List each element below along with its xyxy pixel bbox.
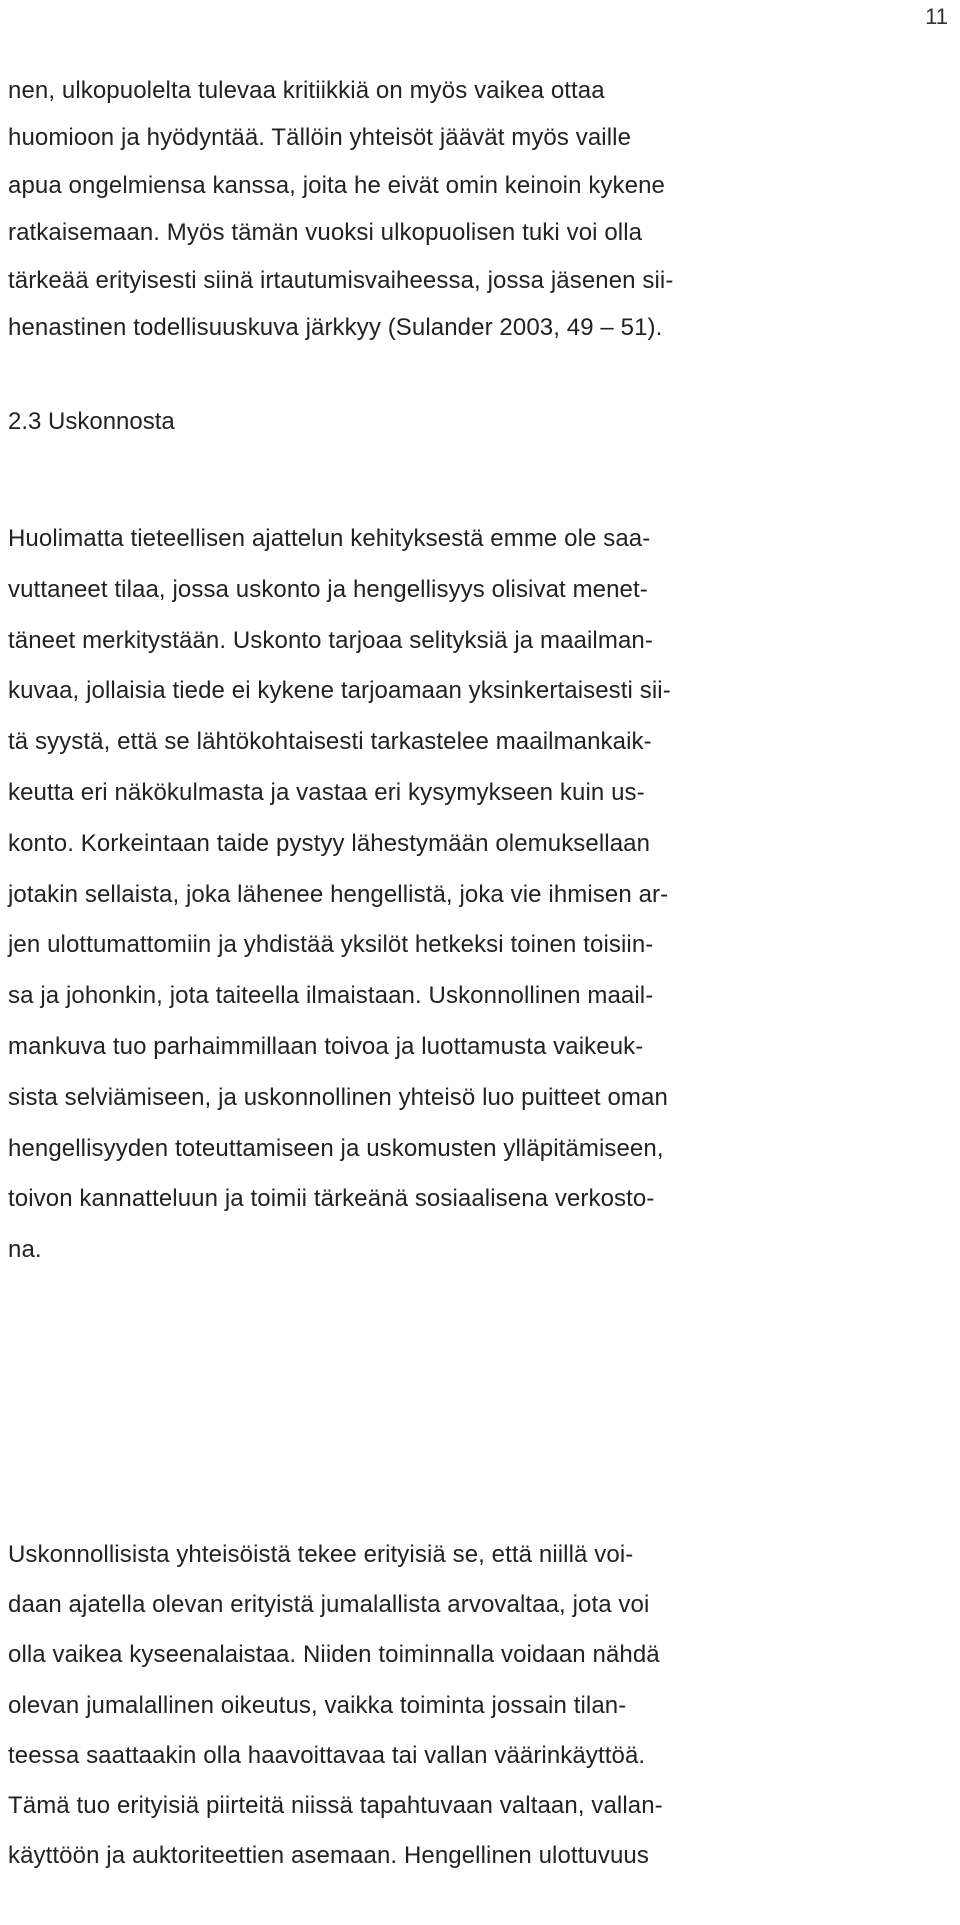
text-line: mankuva tuo parhaimmillaan toivoa ja luottamusta vaikeuk- [8, 1032, 644, 1060]
text-line: vuttaneet tilaa, jossa uskonto ja hengellisyys olisivat menet- [8, 575, 648, 603]
text-line: nen, ulkopuolelta tulevaa kritiikkiä on myös vaikea ottaa [8, 77, 605, 104]
text-line: jotakin sellaista, joka lähenee hengellistä, joka vie ihmisen ar- [8, 880, 669, 908]
text-line: olevan jumalallinen oikeutus, vaikka toiminta jossain tilan- [8, 1691, 627, 1719]
paragraph-3 [8, 1530, 948, 1881]
text-line: na. [8, 1236, 42, 1264]
text-line: jen ulottumattomiin ja yhdistää yksilöt hetkeksi toinen toisiin- [8, 931, 654, 959]
text-line: toivon kannatteluun ja toimii tärkeänä sosiaalisena verkosto- [8, 1185, 655, 1213]
text-line: kuvaa, jollaisia tiede ei kykene tarjoamaan yksinkertaisesti sii- [8, 677, 671, 705]
text-line: Tämä tuo erityisiä piirteitä niissä tapahtuvaan valtaan, vallan- [8, 1791, 663, 1819]
text-line: daan ajatella olevan erityistä jumalallista arvovaltaa, jota voi [8, 1591, 650, 1619]
text-line: sista selviämiseen, ja uskonnollinen yhteisö luo puitteet oman [8, 1083, 668, 1111]
paragraph-2 [8, 514, 948, 1276]
section-heading: 2.3 Uskonnosta [8, 408, 175, 435]
text-line: konto. Korkeintaan taide pystyy lähestymään olemuksellaan [8, 829, 651, 857]
text-line: apua ongelmiensa kanssa, joita he eivät omin keinoin kykene [8, 171, 665, 199]
text-line: tä syystä, että se lähtökohtaisesti tarkastelee maailmankaik- [8, 728, 652, 756]
text-line: teessa saattaakin olla haavoittavaa tai vallan väärinkäyttöä. [8, 1741, 646, 1769]
text-line: hengellisyyden toteuttamiseen ja uskomusten ylläpitämiseen, [8, 1134, 664, 1162]
text-line: sa ja johonkin, jota taiteella ilmaistaan. Uskonnollinen maail- [8, 982, 654, 1010]
text-line: täneet merkitystään. Uskonto tarjoaa selityksiä ja maailman- [8, 626, 653, 654]
text-line: keutta eri näkökulmasta ja vastaa eri kysymykseen kuin us- [8, 778, 645, 806]
text-line: Uskonnollisista yhteisöistä tekee erityisiä se, että niillä voi- [8, 1541, 634, 1568]
text-line: Huolimatta tieteellisen ajattelun kehityksestä emme ole saa- [8, 525, 651, 552]
paragraph-1 [8, 67, 948, 351]
text-line: huomioon ja hyödyntää. Tällöin yhteisöt jäävät myös vaille [8, 124, 632, 152]
page-number: 11 [925, 4, 948, 29]
text-line: henastinen todellisuuskuva järkkyy (Sulander 2003, 49 – 51). [8, 313, 663, 341]
text-line: ratkaisemaan. Myös tämän vuoksi ulkopuolisen tuki voi olla [8, 219, 643, 247]
text-line: käyttöön ja auktoriteettien asemaan. Hengellinen ulottuvuus [8, 1842, 649, 1870]
text-line: olla vaikea kyseenalaistaa. Niiden toiminnalla voidaan nähdä [8, 1641, 660, 1669]
text-line: tärkeää erityisesti siinä irtautumisvaiheessa, jossa jäsenen sii- [8, 266, 674, 294]
